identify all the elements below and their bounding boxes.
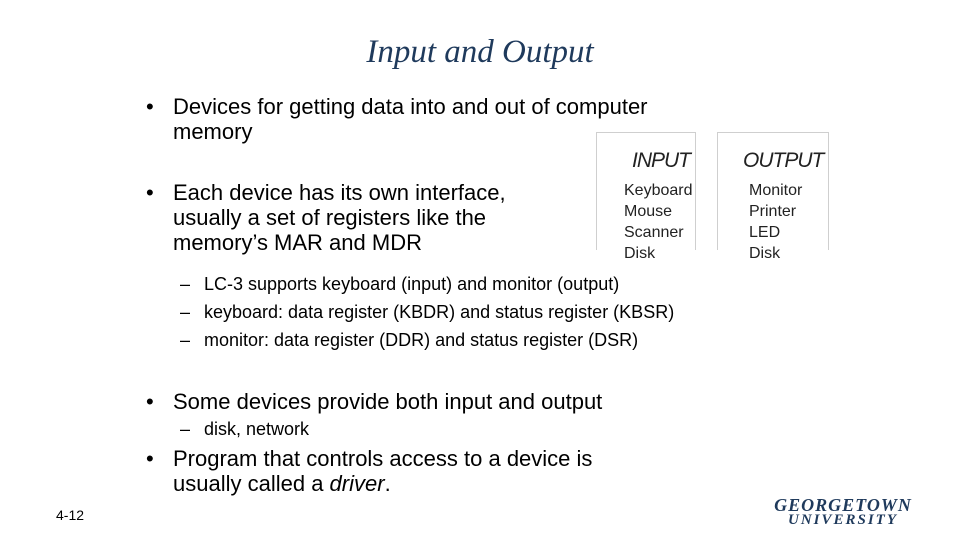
- sub-bullet-disk: [180, 418, 309, 440]
- sub-bullet-text: keyboard: data register (KBDR) and status register (KBSR): [204, 302, 675, 322]
- bullet-text-line: usually a set of registers like the: [173, 205, 487, 230]
- slide-number: 4-12: [56, 507, 85, 523]
- logo-line-1: GEORGETOWN: [774, 495, 912, 515]
- input-item: Keyboard: [624, 182, 693, 199]
- dash-marker: –: [180, 330, 191, 350]
- bullet-text-line: Some devices provide both input and output: [173, 389, 603, 414]
- sub-bullet-text: monitor: data register (DDR) and status register (DSR): [204, 330, 639, 350]
- output-item: Monitor: [749, 182, 803, 199]
- driver-prefix: usually called a: [173, 471, 330, 496]
- logo-line-2: UNIVERSITY: [787, 512, 899, 528]
- io-devices-figure: [596, 132, 824, 262]
- sub-bullet-text: LC-3 supports keyboard (input) and monitor (output): [204, 274, 620, 294]
- bullet-text-line: Program that controls access to a device is: [173, 446, 593, 471]
- input-heading: INPUT: [632, 149, 690, 172]
- bullet-text-line: Devices for getting data into and out of computer: [173, 94, 648, 119]
- output-item: Printer: [749, 203, 797, 220]
- input-item: Scanner: [624, 224, 684, 241]
- input-item: Disk: [624, 245, 656, 262]
- bullet-text-line: [173, 471, 391, 496]
- dash-marker: –: [180, 419, 191, 439]
- output-item: Disk: [749, 245, 781, 262]
- driver-term: driver: [329, 471, 385, 496]
- driver-suffix: .: [384, 471, 391, 496]
- sub-bullet-text: disk, network: [204, 419, 310, 439]
- bullet-text-line: Each device has its own interface,: [173, 180, 506, 205]
- bullet-text-line: memory: [173, 119, 253, 144]
- bullet-marker: •: [146, 446, 154, 471]
- bullet-marker: •: [146, 94, 154, 119]
- sub-bullet-monitor: [180, 329, 638, 351]
- input-item: Mouse: [624, 203, 673, 220]
- bullet-text-line: memory’s MAR and MDR: [173, 230, 422, 255]
- sub-bullet-keyboard: [180, 301, 674, 323]
- output-item: LED: [749, 224, 781, 241]
- dash-marker: –: [180, 302, 191, 322]
- input-panel: [596, 132, 696, 262]
- georgetown-logo: [752, 496, 934, 530]
- dash-marker: –: [180, 274, 191, 294]
- output-heading: OUTPUT: [743, 149, 824, 172]
- slide-title: Input and Output: [366, 34, 594, 70]
- output-panel: [717, 132, 829, 262]
- sub-bullet-lc3: [180, 273, 619, 295]
- bullet-marker: •: [146, 389, 154, 414]
- bullet-marker: •: [146, 180, 154, 205]
